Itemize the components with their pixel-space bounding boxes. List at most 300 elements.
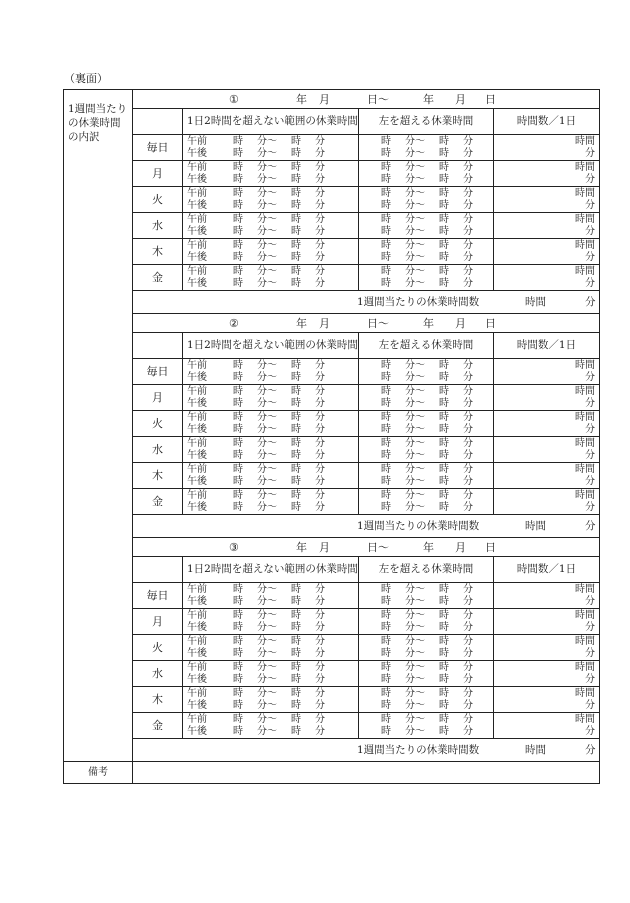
pm-label: 午後 (187, 475, 207, 487)
hours-per-day-entry[interactable] (494, 213, 600, 239)
within-time-entry[interactable] (183, 411, 359, 437)
hour-label: 時 (233, 371, 243, 383)
hour-label: 時 (381, 371, 391, 383)
hour-label: 時 (233, 265, 243, 277)
period-1-row[interactable] (133, 90, 600, 109)
hour-label: 時 (381, 147, 391, 159)
hour-label: 時 (233, 147, 243, 159)
minute-from-label: 分～ (257, 609, 277, 621)
within-2h-header: 1日2時間を超えない範囲の休業時間 (183, 557, 359, 583)
am-label: 午前 (187, 437, 207, 449)
minute-label: 分 (463, 489, 473, 501)
within-time-entry[interactable] (183, 161, 359, 187)
hour-label: 時 (381, 135, 391, 147)
hour-label: 時 (291, 725, 301, 737)
hour-label: 時 (381, 687, 391, 699)
day-label: 月 (133, 161, 183, 187)
day-label: 金 (133, 713, 183, 739)
am-label: 午前 (187, 135, 207, 147)
hour-label: 時 (291, 225, 301, 237)
minute-label: 分 (463, 475, 473, 487)
minute-from-label: 分～ (405, 161, 425, 173)
hour-label: 時 (291, 239, 301, 251)
hour-label: 時 (381, 411, 391, 423)
hours-per-day-entry[interactable] (494, 437, 600, 463)
hour-label: 時 (233, 725, 243, 737)
minute-from-label: 分～ (257, 713, 277, 725)
hour-label: 時 (439, 187, 449, 199)
hours-unit-label: 時間 (575, 187, 595, 199)
hours-per-day-entry[interactable] (494, 713, 600, 739)
minute-from-label: 分～ (257, 437, 277, 449)
pm-label: 午後 (187, 673, 207, 685)
start-year-label: 年 (296, 540, 307, 554)
hour-label: 時 (291, 489, 301, 501)
hour-label: 時 (439, 359, 449, 371)
hour-label: 時 (291, 161, 301, 173)
hour-label: 時 (381, 699, 391, 711)
hour-label: 時 (439, 583, 449, 595)
hours-per-day-entry[interactable] (494, 463, 600, 489)
minute-from-label: 分～ (257, 475, 277, 487)
pm-label: 午後 (187, 699, 207, 711)
hours-unit-label: 時間 (575, 489, 595, 501)
hour-label: 時 (439, 199, 449, 211)
minute-label: 分 (463, 647, 473, 659)
leave-hours-form (63, 89, 600, 784)
hour-label: 時 (381, 449, 391, 461)
hour-label: 時 (291, 687, 301, 699)
hour-label: 時 (233, 411, 243, 423)
hour-label: 時 (381, 225, 391, 237)
pm-label: 午後 (187, 173, 207, 185)
hour-label: 時 (233, 583, 243, 595)
hour-label: 時 (439, 621, 449, 633)
minute-from-label: 分～ (405, 371, 425, 383)
hour-label: 時 (439, 501, 449, 513)
day-label: 毎日 (133, 359, 183, 385)
hour-label: 時 (291, 147, 301, 159)
hour-label: 時 (439, 489, 449, 501)
minutes-unit-label: 分 (585, 621, 595, 633)
minute-label: 分 (463, 583, 473, 595)
total-minutes-unit: 分 (585, 744, 596, 756)
start-day-label: 日～ (367, 92, 389, 106)
hour-label: 時 (291, 501, 301, 513)
hour-label: 時 (233, 673, 243, 685)
hour-label: 時 (233, 161, 243, 173)
beyond-time-entry[interactable] (359, 385, 494, 411)
minute-from-label: 分～ (257, 673, 277, 685)
minute-from-label: 分～ (405, 359, 425, 371)
am-label: 午前 (187, 583, 207, 595)
hour-label: 時 (439, 161, 449, 173)
minute-from-label: 分～ (257, 199, 277, 211)
minutes-unit-label: 分 (585, 397, 595, 409)
hour-label: 時 (439, 449, 449, 461)
day-label: 木 (133, 239, 183, 265)
hour-label: 時 (233, 713, 243, 725)
minute-from-label: 分～ (405, 501, 425, 513)
hour-label: 時 (291, 437, 301, 449)
hour-label: 時 (233, 359, 243, 371)
pm-label: 午後 (187, 449, 207, 461)
minute-label: 分 (463, 199, 473, 211)
minute-from-label: 分～ (257, 251, 277, 263)
minute-from-label: 分～ (257, 359, 277, 371)
minute-label: 分 (315, 583, 325, 595)
hours-unit-label: 時間 (575, 239, 595, 251)
minute-from-label: 分～ (405, 595, 425, 607)
am-label: 午前 (187, 609, 207, 621)
minute-label: 分 (315, 251, 325, 263)
minute-from-label: 分～ (257, 725, 277, 737)
minute-label: 分 (315, 489, 325, 501)
weekly-total-row[interactable] (133, 291, 600, 314)
minute-label: 分 (463, 725, 473, 737)
hour-label: 時 (291, 199, 301, 211)
period-3-row[interactable] (133, 538, 600, 557)
hours-unit-label: 時間 (575, 411, 595, 423)
minute-label: 分 (315, 187, 325, 199)
minute-label: 分 (463, 501, 473, 513)
hours-per-day-entry[interactable] (494, 359, 600, 385)
minute-from-label: 分～ (257, 449, 277, 461)
minute-label: 分 (463, 411, 473, 423)
minute-from-label: 分～ (257, 501, 277, 513)
minute-from-label: 分～ (257, 225, 277, 237)
hour-label: 時 (439, 411, 449, 423)
beyond-time-entry[interactable] (359, 583, 494, 609)
beyond-time-entry[interactable] (359, 265, 494, 291)
beyond-time-entry[interactable] (359, 213, 494, 239)
hour-label: 時 (381, 385, 391, 397)
hour-label: 時 (291, 213, 301, 225)
hour-label: 時 (381, 463, 391, 475)
day-header-empty (133, 333, 183, 359)
hour-label: 時 (439, 699, 449, 711)
minute-label: 分 (315, 135, 325, 147)
minute-from-label: 分～ (257, 161, 277, 173)
weekly-total-label: 1週間当たりの休業時間数 (357, 520, 480, 532)
within-time-entry[interactable] (183, 713, 359, 739)
hour-label: 時 (381, 501, 391, 513)
hour-label: 時 (233, 699, 243, 711)
minute-label: 分 (315, 463, 325, 475)
hour-label: 時 (291, 385, 301, 397)
hour-label: 時 (381, 423, 391, 435)
beyond-time-entry[interactable] (359, 187, 494, 213)
hours-per-day-entry[interactable] (494, 583, 600, 609)
hour-label: 時 (439, 135, 449, 147)
pm-label: 午後 (187, 199, 207, 211)
within-time-entry[interactable] (183, 437, 359, 463)
within-time-entry[interactable] (183, 489, 359, 515)
within-time-entry[interactable] (183, 135, 359, 161)
hour-label: 時 (233, 609, 243, 621)
minute-from-label: 分～ (257, 687, 277, 699)
hours-unit-label: 時間 (575, 463, 595, 475)
minute-from-label: 分～ (257, 187, 277, 199)
minutes-unit-label: 分 (585, 725, 595, 737)
hour-label: 時 (381, 673, 391, 685)
start-month-label: 月 (319, 316, 330, 330)
hour-label: 時 (439, 423, 449, 435)
hours-per-day-entry[interactable] (494, 161, 600, 187)
minute-from-label: 分～ (405, 423, 425, 435)
hour-label: 時 (439, 687, 449, 699)
start-month-label: 月 (319, 92, 330, 106)
remarks-field[interactable] (133, 762, 600, 784)
day-label: 火 (133, 187, 183, 213)
hour-label: 時 (439, 595, 449, 607)
am-label: 午前 (187, 687, 207, 699)
within-time-entry[interactable] (183, 239, 359, 265)
page-caption: （裏面） (64, 72, 108, 85)
hour-label: 時 (291, 635, 301, 647)
hour-label: 時 (381, 161, 391, 173)
within-time-entry[interactable] (183, 609, 359, 635)
minute-label: 分 (463, 699, 473, 711)
minute-label: 分 (463, 687, 473, 699)
hour-label: 時 (439, 609, 449, 621)
am-label: 午前 (187, 635, 207, 647)
minute-from-label: 分～ (405, 135, 425, 147)
minute-label: 分 (463, 251, 473, 263)
minute-label: 分 (315, 225, 325, 237)
minutes-unit-label: 分 (585, 423, 595, 435)
am-label: 午前 (187, 489, 207, 501)
minute-from-label: 分～ (257, 411, 277, 423)
minute-label: 分 (315, 673, 325, 685)
minute-from-label: 分～ (257, 595, 277, 607)
pm-label: 午後 (187, 147, 207, 159)
day-label: 水 (133, 213, 183, 239)
hour-label: 時 (233, 135, 243, 147)
within-time-entry[interactable] (183, 265, 359, 291)
within-time-entry[interactable] (183, 187, 359, 213)
beyond-time-entry[interactable] (359, 161, 494, 187)
minute-from-label: 分～ (405, 173, 425, 185)
pm-label: 午後 (187, 251, 207, 263)
minute-label: 分 (315, 385, 325, 397)
minute-from-label: 分～ (257, 647, 277, 659)
minutes-unit-label: 分 (585, 699, 595, 711)
minute-label: 分 (315, 501, 325, 513)
minute-label: 分 (315, 147, 325, 159)
within-time-entry[interactable] (183, 385, 359, 411)
hours-per-day-entry[interactable] (494, 385, 600, 411)
hour-label: 時 (233, 437, 243, 449)
minute-label: 分 (463, 385, 473, 397)
hour-label: 時 (291, 463, 301, 475)
end-month-label: 月 (455, 316, 466, 330)
beyond-time-entry[interactable] (359, 135, 494, 161)
day-label: 水 (133, 437, 183, 463)
day-label: 毎日 (133, 583, 183, 609)
minute-label: 分 (315, 609, 325, 621)
minute-from-label: 分～ (405, 699, 425, 711)
hour-label: 時 (233, 251, 243, 263)
hours-per-day-entry[interactable] (494, 265, 600, 291)
minute-label: 分 (315, 621, 325, 633)
hours-per-day-entry[interactable] (494, 661, 600, 687)
breakdown-label: 1週間当たりの休業時間の内訳 (64, 90, 133, 762)
day-header-empty (133, 109, 183, 135)
hours-per-day-entry[interactable] (494, 135, 600, 161)
minute-label: 分 (463, 371, 473, 383)
hour-label: 時 (291, 583, 301, 595)
hours-per-day-entry[interactable] (494, 411, 600, 437)
weekly-total-row[interactable] (133, 739, 600, 762)
minutes-unit-label: 分 (585, 277, 595, 289)
minute-label: 分 (315, 647, 325, 659)
minute-label: 分 (463, 621, 473, 633)
hour-label: 時 (439, 213, 449, 225)
hours-unit-label: 時間 (575, 161, 595, 173)
minute-from-label: 分～ (257, 147, 277, 159)
am-label: 午前 (187, 239, 207, 251)
beyond-time-entry[interactable] (359, 713, 494, 739)
hour-label: 時 (291, 371, 301, 383)
hour-label: 時 (291, 449, 301, 461)
hour-label: 時 (439, 173, 449, 185)
within-time-entry[interactable] (183, 463, 359, 489)
within-time-entry[interactable] (183, 635, 359, 661)
minute-label: 分 (315, 713, 325, 725)
hours-per-day-entry[interactable] (494, 239, 600, 265)
minute-from-label: 分～ (405, 449, 425, 461)
end-year-label: 年 (423, 316, 434, 330)
beyond-header: 左を超える休業時間 (359, 109, 494, 135)
hour-label: 時 (381, 713, 391, 725)
hour-label: 時 (439, 661, 449, 673)
minute-from-label: 分～ (405, 463, 425, 475)
hour-label: 時 (381, 609, 391, 621)
am-label: 午前 (187, 385, 207, 397)
minute-from-label: 分～ (257, 661, 277, 673)
hour-label: 時 (233, 489, 243, 501)
end-day-label: 日 (485, 540, 496, 554)
end-year-label: 年 (423, 540, 434, 554)
beyond-time-entry[interactable] (359, 489, 494, 515)
minute-label: 分 (463, 225, 473, 237)
day-label: 毎日 (133, 135, 183, 161)
minute-label: 分 (315, 635, 325, 647)
hours-per-day-entry[interactable] (494, 635, 600, 661)
hours-per-day-entry[interactable] (494, 489, 600, 515)
within-time-entry[interactable] (183, 661, 359, 687)
beyond-time-entry[interactable] (359, 661, 494, 687)
beyond-time-entry[interactable] (359, 463, 494, 489)
hour-label: 時 (233, 277, 243, 289)
day-label: 水 (133, 661, 183, 687)
pm-label: 午後 (187, 423, 207, 435)
minute-label: 分 (315, 239, 325, 251)
period-2-row[interactable] (133, 314, 600, 333)
minute-from-label: 分～ (405, 225, 425, 237)
minute-from-label: 分～ (405, 239, 425, 251)
hour-label: 時 (439, 265, 449, 277)
beyond-time-entry[interactable] (359, 239, 494, 265)
beyond-time-entry[interactable] (359, 609, 494, 635)
hours-per-day-entry[interactable] (494, 187, 600, 213)
minute-from-label: 分～ (405, 213, 425, 225)
hours-unit-label: 時間 (575, 635, 595, 647)
minute-label: 分 (463, 147, 473, 159)
hour-label: 時 (439, 437, 449, 449)
hour-label: 時 (233, 423, 243, 435)
minute-label: 分 (463, 187, 473, 199)
minute-from-label: 分～ (257, 265, 277, 277)
minute-from-label: 分～ (405, 661, 425, 673)
beyond-time-entry[interactable] (359, 411, 494, 437)
beyond-time-entry[interactable] (359, 437, 494, 463)
within-2h-header: 1日2時間を超えない範囲の休業時間 (183, 109, 359, 135)
minute-from-label: 分～ (257, 463, 277, 475)
hour-label: 時 (233, 187, 243, 199)
hour-label: 時 (291, 609, 301, 621)
hour-label: 時 (439, 713, 449, 725)
beyond-time-entry[interactable] (359, 635, 494, 661)
hour-label: 時 (291, 187, 301, 199)
minutes-unit-label: 分 (585, 147, 595, 159)
beyond-time-entry[interactable] (359, 687, 494, 713)
minutes-unit-label: 分 (585, 475, 595, 487)
hour-label: 時 (233, 647, 243, 659)
minute-from-label: 分～ (405, 713, 425, 725)
hour-label: 時 (291, 673, 301, 685)
minute-label: 分 (463, 397, 473, 409)
minute-label: 分 (463, 449, 473, 461)
start-year-label: 年 (296, 316, 307, 330)
hour-label: 時 (439, 277, 449, 289)
hour-label: 時 (439, 635, 449, 647)
weekly-total-row[interactable] (133, 515, 600, 538)
within-time-entry[interactable] (183, 359, 359, 385)
hours-per-day-entry[interactable] (494, 687, 600, 713)
within-time-entry[interactable] (183, 213, 359, 239)
within-time-entry[interactable] (183, 687, 359, 713)
within-time-entry[interactable] (183, 583, 359, 609)
beyond-header: 左を超える休業時間 (359, 333, 494, 359)
hours-unit-label: 時間 (575, 583, 595, 595)
hour-label: 時 (291, 699, 301, 711)
hour-label: 時 (233, 621, 243, 633)
minute-label: 分 (463, 609, 473, 621)
remarks-label: 備考 (64, 762, 133, 784)
hour-label: 時 (381, 635, 391, 647)
minutes-unit-label: 分 (585, 647, 595, 659)
minutes-unit-label: 分 (585, 371, 595, 383)
hours-per-day-entry[interactable] (494, 609, 600, 635)
minute-label: 分 (315, 661, 325, 673)
total-minutes-unit: 分 (585, 520, 596, 532)
day-header-empty (133, 557, 183, 583)
day-label: 火 (133, 635, 183, 661)
minute-from-label: 分～ (405, 397, 425, 409)
hour-label: 時 (381, 647, 391, 659)
start-day-label: 日～ (367, 540, 389, 554)
minute-label: 分 (463, 265, 473, 277)
minute-from-label: 分～ (257, 621, 277, 633)
hour-label: 時 (381, 359, 391, 371)
period-marker: ② (229, 316, 239, 330)
minute-label: 分 (315, 265, 325, 277)
minute-label: 分 (463, 673, 473, 685)
beyond-time-entry[interactable] (359, 359, 494, 385)
minute-from-label: 分～ (405, 489, 425, 501)
